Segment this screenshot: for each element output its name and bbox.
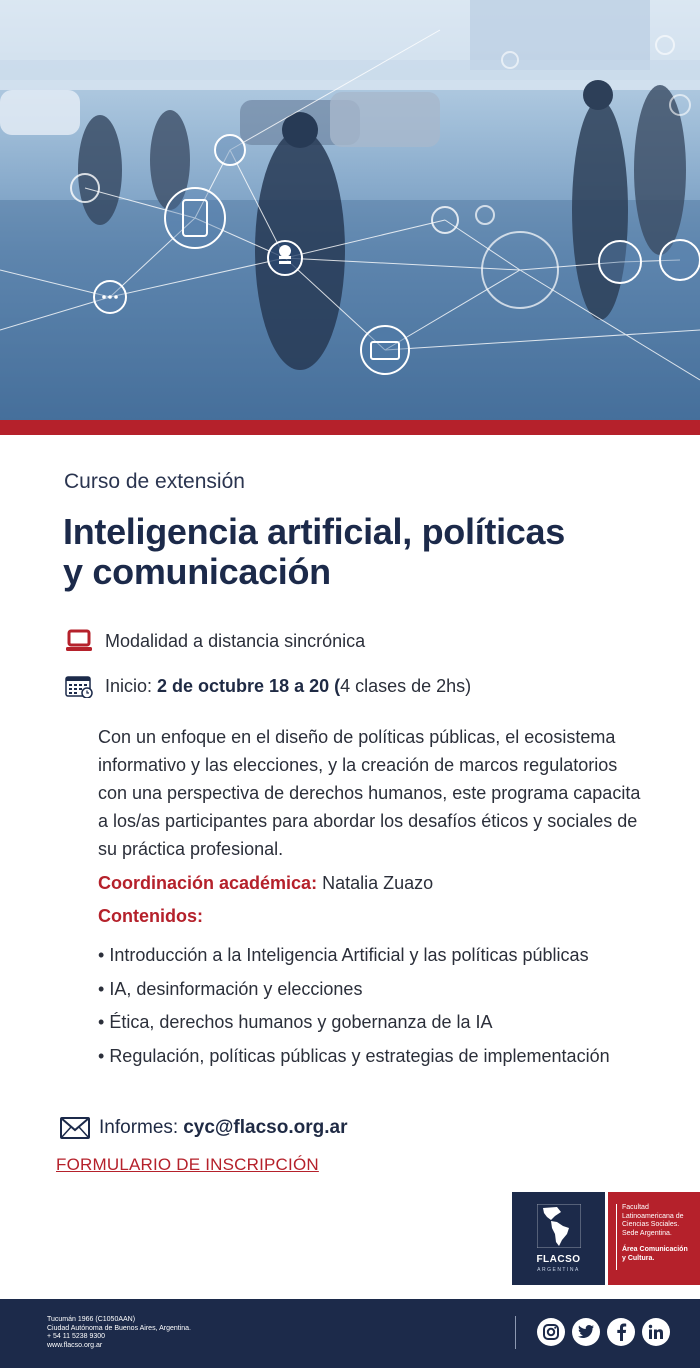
instagram-icon[interactable] (537, 1318, 565, 1346)
americas-map-icon (537, 1204, 581, 1248)
area-line: y Cultura. (622, 1254, 655, 1262)
contents-list (98, 939, 668, 1073)
address (47, 1316, 191, 1350)
title-line: y comunicación (63, 551, 331, 592)
social-links (537, 1318, 670, 1346)
institution-line: Facultad (622, 1204, 649, 1211)
list-item: • Regulación, políticas públicas y estrategias de implementación (98, 1040, 668, 1074)
contact-row (60, 1117, 347, 1139)
start-row (65, 673, 471, 699)
phone: + 54 11 5238 9300 (47, 1333, 106, 1340)
divider (616, 1204, 617, 1270)
institution-line: Latinoamericana de (622, 1212, 684, 1220)
list-item: • Ética, derechos humanos y gobernanza de la IA (98, 1006, 668, 1040)
logo-country: ARGENTINA (537, 1267, 580, 1273)
network-illustration (0, 0, 700, 420)
hero-image (0, 0, 700, 420)
registration-form-link[interactable]: FORMULARIO DE INSCRIPCIÓN (56, 1155, 319, 1174)
contact-label: Informes: (99, 1117, 179, 1138)
contact-email[interactable]: cyc@flacso.org.ar (183, 1117, 348, 1138)
linkedin-icon[interactable] (642, 1318, 670, 1346)
list-item: • Introducción a la Inteligencia Artificial y las políticas públicas (98, 939, 668, 973)
course-description: Con un enfoque en el diseño de políticas públicas, el ecosistema informativo y las elecciones, y la creación de marcos regulatorios con una perspectiva de derechos humanos, este programa capacita a los/as participantes para abordar los desafíos éticos y sociales de su práctica profesional. (98, 727, 641, 859)
logo-brand: FLACSO (536, 1254, 581, 1265)
flacso-logo (512, 1192, 605, 1285)
modality-text: Modalidad a distancia sincrónica (105, 630, 366, 651)
start-prefix: Inicio: (105, 675, 158, 696)
page-title (63, 512, 663, 592)
facebook-icon[interactable] (607, 1318, 635, 1346)
laptop-icon (65, 628, 93, 654)
area-line: Área Comunicación (622, 1246, 688, 1253)
divider (515, 1316, 516, 1349)
start-suffix: 4 clases de 2hs) (340, 675, 472, 696)
coordination (98, 873, 433, 894)
institution-block (608, 1192, 700, 1285)
institution-line: Ciencias Sociales. (622, 1221, 680, 1228)
course-type: Curso de extensión (64, 470, 245, 493)
website[interactable]: www.flacso.org.ar (47, 1341, 103, 1349)
coordination-label: Coordinación académica: (98, 873, 318, 893)
title-line: Inteligencia artificial, políticas (63, 511, 565, 552)
modality-row (65, 628, 365, 654)
footer (0, 1299, 700, 1368)
contents-heading: Contenidos: (98, 906, 203, 926)
accent-bar (0, 420, 700, 435)
address-line: Ciudad Autónoma de Buenos Aires, Argentina. (47, 1324, 191, 1332)
twitter-icon[interactable] (572, 1318, 600, 1346)
start-date: 2 de octubre 18 a 20 ( (157, 675, 341, 696)
institution-line: Sede Argentina. (622, 1229, 672, 1237)
envelope-icon (60, 1117, 90, 1139)
calendar-icon (65, 673, 93, 699)
list-item: • IA, desinformación y elecciones (98, 973, 668, 1007)
address-line: Tucumán 1966 (C1050AAN) (47, 1316, 136, 1323)
coordinator-name: Natalia Zuazo (317, 873, 434, 893)
